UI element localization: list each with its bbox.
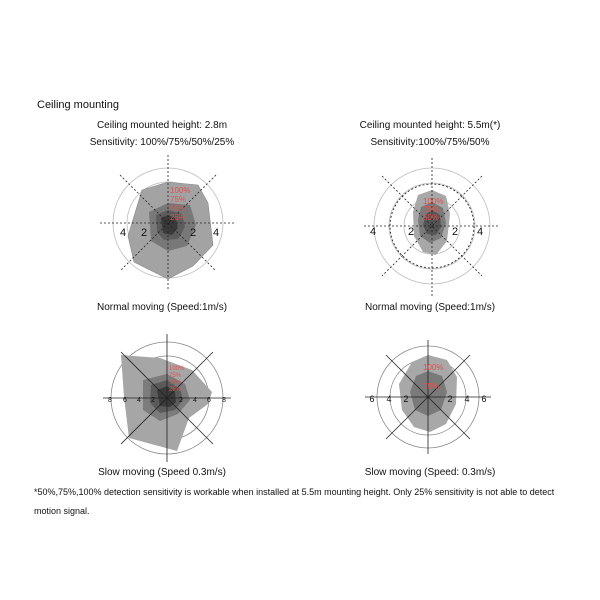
- axis-tick-label: 2: [447, 394, 453, 404]
- axes: [365, 340, 491, 454]
- sensitivity-tag-100: 100%: [423, 197, 444, 206]
- axis-tick-label: 4: [137, 397, 141, 404]
- sensitivity-tag-100: 100%: [170, 186, 191, 195]
- axis-tick-label: 8: [222, 397, 226, 404]
- sensitivity-tag-75: 75%: [423, 382, 440, 391]
- sensitivity-tag-75: 75%: [169, 373, 182, 379]
- axis-tick-label: 2: [451, 226, 459, 238]
- axis-tick-label: 6: [123, 397, 127, 404]
- caption-bottom-right: Slow moving (Speed: 0.3m/s): [364, 467, 496, 478]
- axis-tick-label: 6: [481, 394, 487, 404]
- axis-tick-label: 4: [119, 227, 127, 239]
- sensitivity-tag-75: 75%: [423, 205, 440, 214]
- axis-tick-label: 4: [464, 394, 470, 404]
- axis-tick-label: 4: [386, 394, 392, 404]
- axis-tick-label: 2: [407, 226, 415, 238]
- right-sensitivity-label: Sensitivity:100%/75%/50%: [370, 137, 490, 148]
- axis-tick-label: 6: [207, 397, 211, 404]
- footnote: *50%,75%,100% detection sensitivity is workable when installed at 5.5m mounting height. Only 25% sensitivity is not able to detect motion signal.: [34, 487, 555, 516]
- left-sensitivity-label: Sensitivity: 100%/75%/50%/25%: [89, 137, 235, 148]
- axis-tick-label: 4: [212, 227, 220, 239]
- sensitivity-tag-25: 25%: [170, 213, 187, 222]
- axis-tick-label: 6: [369, 394, 375, 404]
- caption-bottom-left: Slow moving (Speed 0.3m/s): [98, 467, 226, 478]
- section-heading: Ceiling mounting: [37, 99, 119, 111]
- caption-top-left: Normal moving (Speed:1m/s): [96, 302, 228, 313]
- right-height-label: Ceiling mounted height: 5.5m(*): [359, 120, 501, 131]
- axis-tick-label: 2: [403, 394, 409, 404]
- axis-tick-label: 8: [108, 397, 112, 404]
- axis-tick-label: 4: [476, 226, 484, 238]
- axis-tick-label: 2: [140, 227, 148, 239]
- axis-tick-label: 2: [189, 227, 197, 239]
- axis-tick-label: 4: [193, 397, 197, 404]
- sensitivity-tag-100: 100%: [169, 366, 185, 372]
- sensitivity-tag-50: 50%: [170, 204, 187, 213]
- left-height-label: Ceiling mounted height: 2.8m: [96, 120, 228, 131]
- sensitivity-tag-100: 100%: [423, 363, 444, 372]
- caption-top-right: Normal moving (Speed:1m/s): [364, 302, 496, 313]
- sensitivity-tag-50: 50%: [423, 213, 440, 222]
- axis-tick-label: 2: [151, 397, 155, 404]
- axis-tick-label: 4: [369, 226, 377, 238]
- sensitivity-tag-75: 75%: [170, 195, 187, 204]
- sensitivity-tag-50: 50%: [169, 380, 182, 386]
- sensitivity-tag-25: 25%: [169, 387, 182, 393]
- axis-tick-label: 2: [179, 397, 183, 404]
